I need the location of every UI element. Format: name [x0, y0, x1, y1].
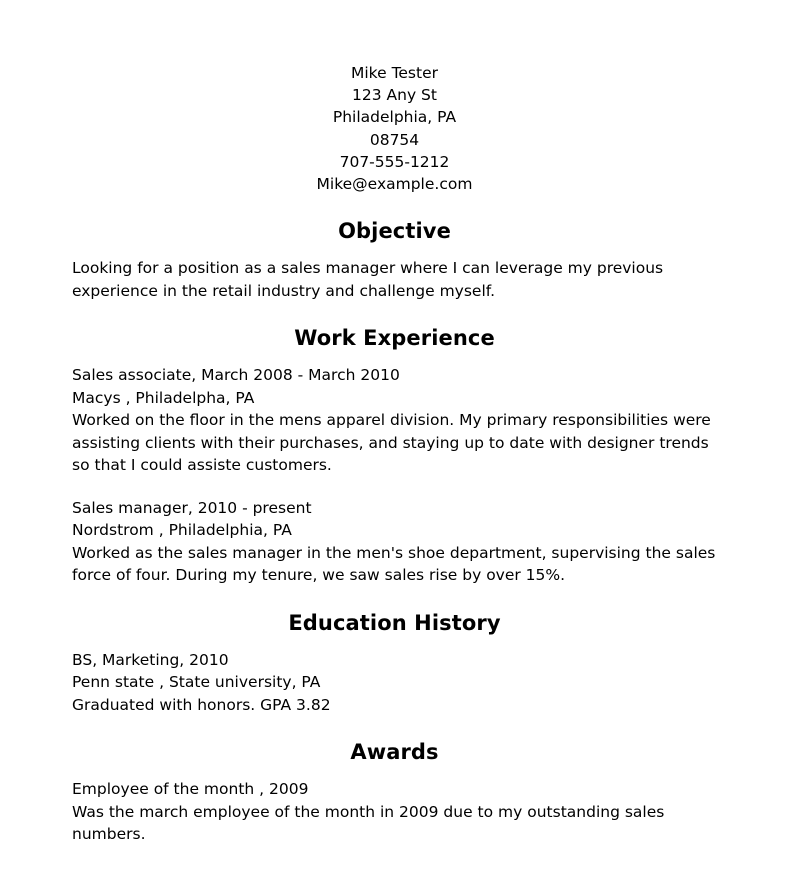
education-degree: BS, Marketing, 2010	[72, 650, 229, 669]
awards-list	[72, 778, 717, 846]
award-title: Employee of the month , 2009	[72, 780, 309, 799]
section-heading-objective: Objective	[338, 219, 451, 244]
education-notes: Graduated with honors. GPA 3.82	[72, 695, 331, 714]
work-experience-entry	[72, 497, 717, 587]
section-heading-education-history: Education History	[288, 610, 501, 635]
job-title: Sales manager, 2010 - present	[72, 498, 312, 517]
job-employer: Nordstrom , Philadelphia, PA	[72, 521, 292, 540]
city-state: Philadelphia, PA	[332, 108, 457, 127]
education-school: Penn state , State university, PA	[72, 673, 321, 692]
job-employer: Macys , Philadelpha, PA	[72, 388, 255, 407]
award-description: Was the march employee of the month in 2009 due to my outstanding sales numbers.	[72, 802, 665, 844]
email-address: Mike@example.com	[316, 175, 473, 194]
street-address: 123 Any St	[352, 86, 437, 105]
contact-header	[72, 62, 717, 195]
section-heading-work-experience: Work Experience	[294, 326, 495, 351]
award-entry	[72, 778, 717, 846]
section-heading-awards: Awards	[350, 740, 439, 765]
work-experience-entry	[72, 364, 717, 477]
work-experience-list	[72, 364, 717, 587]
job-description: Worked as the sales manager in the men's shoe department, supervising the sales force of four. During my tenure, we saw sales rise by over 15%.	[72, 543, 716, 585]
education-entry	[72, 649, 717, 717]
education-list	[72, 649, 717, 717]
zip-code: 08754	[369, 130, 420, 149]
job-description: Worked on the floor in the mens apparel division. My primary responsibilities were assisting clients with their purchases, and staying up to date with designer trends so that I could assiste customers.	[72, 411, 711, 475]
phone-number: 707-555-1212	[339, 152, 450, 171]
job-title: Sales associate, March 2008 - March 2010	[72, 366, 400, 385]
candidate-name: Mike Tester	[351, 64, 438, 82]
objective-text: Looking for a position as a sales manager where I can leverage my previous experience in the retail industry and challenge myself.	[72, 259, 664, 300]
